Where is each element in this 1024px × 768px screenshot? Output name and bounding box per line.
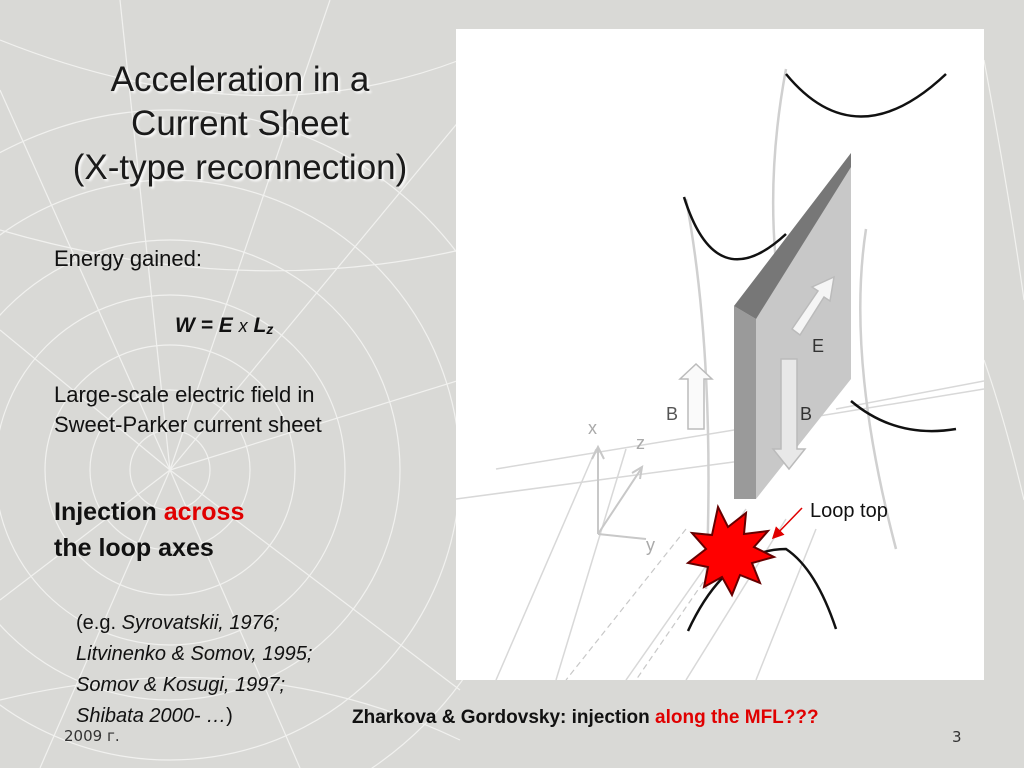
reconnection-figure xyxy=(456,29,984,680)
formula-l: L xyxy=(253,314,267,337)
ref-3: Somov & Kosugi, 1997; xyxy=(76,674,286,696)
formula-times: x xyxy=(238,316,248,336)
injection-line-2: the loop axes xyxy=(54,534,214,562)
current-sheet-diagram xyxy=(456,29,984,680)
formula-eq: = xyxy=(200,314,213,337)
z-axis-label: z xyxy=(636,433,645,453)
coordinate-axes xyxy=(592,447,646,539)
ref-2: Litvinenko & Somov, 1995; xyxy=(76,643,313,665)
title-line-3: (X-type reconnection) xyxy=(72,148,408,187)
refs-close: ) xyxy=(226,705,233,727)
ref-4: Shibata 2000- … xyxy=(76,705,227,727)
formula-e: E xyxy=(218,314,233,337)
formula-sub-z: z xyxy=(266,321,274,337)
loop-top-flare-icon xyxy=(688,507,774,595)
caption-red: along the MFL??? xyxy=(655,707,819,728)
formula-w: W xyxy=(175,314,195,337)
caption-black: Zharkova & Gordovsky: injection xyxy=(352,707,656,728)
footer-date: 2009 г. xyxy=(64,727,120,745)
slide-title xyxy=(30,58,450,190)
ref-1: Syrovatskii, 1976; xyxy=(121,612,280,634)
e-field-label: E xyxy=(812,336,825,356)
b-field-label-left: B xyxy=(666,404,679,424)
title-line-1: Acceleration in a xyxy=(110,60,370,99)
x-axis-label: x xyxy=(588,418,597,438)
energy-formula xyxy=(175,314,273,338)
loop-top-pointer xyxy=(774,508,802,537)
field-line-2: Sweet-Parker current sheet xyxy=(54,412,322,437)
figure-caption xyxy=(352,707,819,729)
references xyxy=(76,608,312,732)
refs-open: (e.g. xyxy=(76,612,122,634)
energy-label: Energy gained: xyxy=(54,246,202,271)
y-axis-label: y xyxy=(646,535,655,555)
current-sheet-side xyxy=(734,306,756,499)
b-field-label-right: B xyxy=(800,404,813,424)
injection-heading xyxy=(54,494,244,566)
field-line-1: Large-scale electric field in xyxy=(54,382,315,407)
title-line-2: Current Sheet xyxy=(131,104,349,143)
injection-word: Injection xyxy=(54,498,157,526)
slide-number: 3 xyxy=(952,728,962,746)
field-description xyxy=(54,380,322,440)
loop-top-label: Loop top xyxy=(810,500,888,522)
injection-across: across xyxy=(163,498,245,526)
